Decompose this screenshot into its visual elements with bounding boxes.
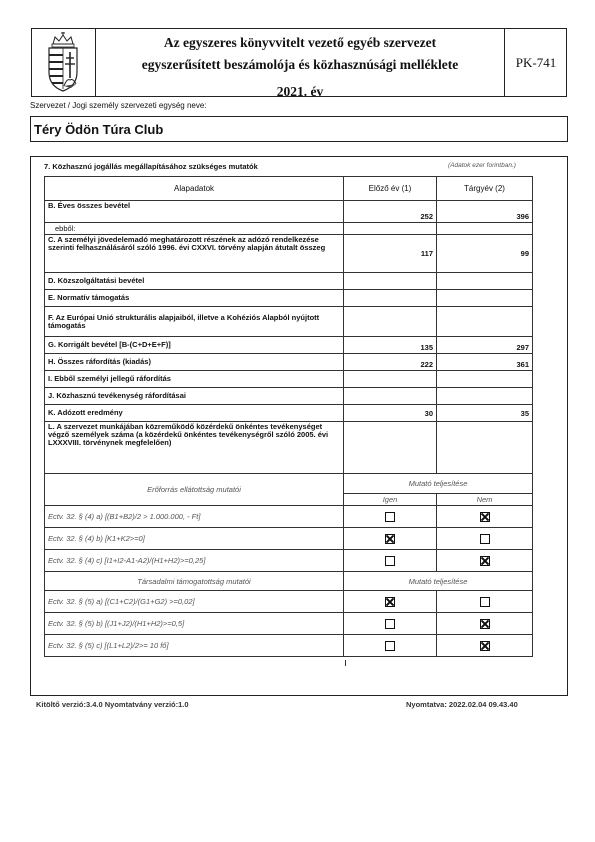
curr-value-cell[interactable] <box>437 273 533 290</box>
prev-value-cell[interactable]: 135 <box>344 337 437 354</box>
section-title: 7. Közhasznú jogállás megállapításához szükséges mutatók <box>44 162 258 171</box>
col-header-curr-year: Tárgyév (2) <box>437 177 533 201</box>
yes-checkbox[interactable] <box>385 641 395 651</box>
yes-checkbox[interactable] <box>385 619 395 629</box>
row-label: ebből: <box>45 223 344 235</box>
no-header: Nem <box>437 494 533 506</box>
coat-of-arms-icon <box>31 28 96 97</box>
indicator-row <box>45 550 533 572</box>
section-unit-note: (Adatok ezer forintban.) <box>448 162 516 169</box>
prev-value-cell[interactable] <box>344 223 437 235</box>
indicator-label: Ectv. 32. § (4) b) [K1+K2>=0] <box>45 528 344 550</box>
indicators-table <box>44 176 533 657</box>
print-timestamp: Nyomtatva: 2022.02.04 09.43.40 <box>406 700 518 709</box>
row-label: J. Közhasznú tevékenység ráfordításai <box>45 388 344 405</box>
prev-value-cell[interactable] <box>344 307 437 337</box>
social-header-row <box>45 572 533 591</box>
form-code: PK-741 <box>504 28 567 97</box>
table-row <box>45 223 533 235</box>
curr-value-cell[interactable] <box>437 223 533 235</box>
curr-value-cell[interactable]: 99 <box>437 235 533 273</box>
form-title <box>96 28 504 97</box>
row-label: I. Ebből személyi jellegű ráfordítás <box>45 371 344 388</box>
indicator-label: Ectv. 32. § (4) c) [I1+I2-A1-A2)/(H1+H2)>=0,25] <box>45 550 344 572</box>
curr-value-cell[interactable]: 396 <box>437 201 533 223</box>
title-line-2: egyszerűsített beszámolója és közhasznúsági melléklete <box>141 57 459 72</box>
row-label: F. Az Európai Unió strukturális alapjaiból, illetve a Kohéziós Alapból nyújtott támogatás <box>45 307 344 337</box>
yes-header: Igen <box>344 494 437 506</box>
yes-checkbox[interactable] <box>385 597 395 607</box>
row-label: C. A személyi jövedelemadó meghatározott részének az adózó rendelkezése szerinti felhasználásáról szóló 1996. évi CXXVI. törvény alapján átutalt összeg <box>45 235 344 273</box>
row-label: G. Korrigált bevétel [B-(C+D+E+F)] <box>45 337 344 354</box>
table-row <box>45 307 533 337</box>
row-label: B. Éves összes bevétel <box>45 201 344 223</box>
no-checkbox[interactable] <box>480 641 490 651</box>
row-label: H. Összes ráfordítás (kiadás) <box>45 354 344 371</box>
indicator-row <box>45 528 533 550</box>
curr-value-cell[interactable] <box>437 307 533 337</box>
social-fulfillment-header: Mutató teljesítése <box>344 572 533 591</box>
fulfillment-header: Mutató teljesítése <box>344 474 533 494</box>
row-label: L. A szervezet munkájában közreműködő közérdekű önkéntes tevékenységet végző személyek száma (a közérdekű önkéntes tevékenységről szóló 2005. évi LXXXVIII. törvénynek megfelelően) <box>45 422 344 474</box>
prev-value-cell[interactable] <box>344 290 437 307</box>
no-checkbox[interactable] <box>480 512 490 522</box>
indicator-label: Ectv. 32. § (5) b) [(J1+J2)/(H1+H2)>=0,5] <box>45 613 344 635</box>
prev-value-cell[interactable]: 30 <box>344 405 437 422</box>
table-row <box>45 290 533 307</box>
prev-value-cell[interactable] <box>344 371 437 388</box>
organization-label: Szervezet / Jogi személy szervezeti egység neve: <box>30 101 207 110</box>
yes-checkbox[interactable] <box>385 534 395 544</box>
row-label: K. Adózott eredmény <box>45 405 344 422</box>
organization-name-field[interactable]: Téry Ödön Túra Club <box>30 116 568 142</box>
indicator-row <box>45 635 533 657</box>
prev-value-cell[interactable]: 222 <box>344 354 437 371</box>
curr-value-cell[interactable] <box>437 388 533 405</box>
table-divider-tail <box>345 660 346 666</box>
no-checkbox[interactable] <box>480 534 490 544</box>
prev-value-cell[interactable]: 117 <box>344 235 437 273</box>
curr-value-cell[interactable] <box>437 290 533 307</box>
prev-value-cell[interactable] <box>344 273 437 290</box>
resource-header-row <box>45 474 533 494</box>
no-checkbox[interactable] <box>480 619 490 629</box>
table-row <box>45 201 533 223</box>
prev-value-cell[interactable]: 252 <box>344 201 437 223</box>
indicator-label: Ectv. 32. § (5) a) [(C1+C2)/(G1+G2) >=0,02] <box>45 591 344 613</box>
no-checkbox[interactable] <box>480 597 490 607</box>
curr-value-cell[interactable] <box>437 422 533 474</box>
title-line-1: Az egyszeres könyvvitelt vezető egyéb szervezet <box>163 35 437 50</box>
no-checkbox[interactable] <box>480 556 490 566</box>
social-header: Társadalmi támogatottság mutatói <box>45 572 344 591</box>
prev-value-cell[interactable] <box>344 388 437 405</box>
curr-value-cell[interactable] <box>437 371 533 388</box>
indicator-label: Ectv. 32. § (4) a) [(B1+B2)/2 > 1.000.000, - Ft] <box>45 506 344 528</box>
table-row <box>45 405 533 422</box>
row-label: D. Közszolgáltatási bevétel <box>45 273 344 290</box>
curr-value-cell[interactable]: 297 <box>437 337 533 354</box>
table-row <box>45 273 533 290</box>
curr-value-cell[interactable]: 35 <box>437 405 533 422</box>
table-row <box>45 388 533 405</box>
form-year: 2021. év <box>276 84 324 99</box>
table-row <box>45 354 533 371</box>
indicator-label: Ectv. 32. § (5) c) [(L1+L2)/2>= 10 fő] <box>45 635 344 657</box>
indicator-row <box>45 506 533 528</box>
indicator-row <box>45 613 533 635</box>
yes-checkbox[interactable] <box>385 512 395 522</box>
col-header-prev-year: Előző év (1) <box>344 177 437 201</box>
resource-header: Erőforrás ellátottság mutatói <box>45 474 344 506</box>
table-header-row <box>45 177 533 201</box>
table-row <box>45 337 533 354</box>
col-header-base-data: Alapadatok <box>45 177 344 201</box>
table-row <box>45 371 533 388</box>
table-row <box>45 422 533 474</box>
indicator-row <box>45 591 533 613</box>
yes-checkbox[interactable] <box>385 556 395 566</box>
prev-value-cell[interactable] <box>344 422 437 474</box>
row-label: E. Normatív támogatás <box>45 290 344 307</box>
curr-value-cell[interactable]: 361 <box>437 354 533 371</box>
table-row <box>45 235 533 273</box>
software-version: Kitöltő verzió:3.4.0 Nyomtatvány verzió:1.0 <box>36 700 189 709</box>
